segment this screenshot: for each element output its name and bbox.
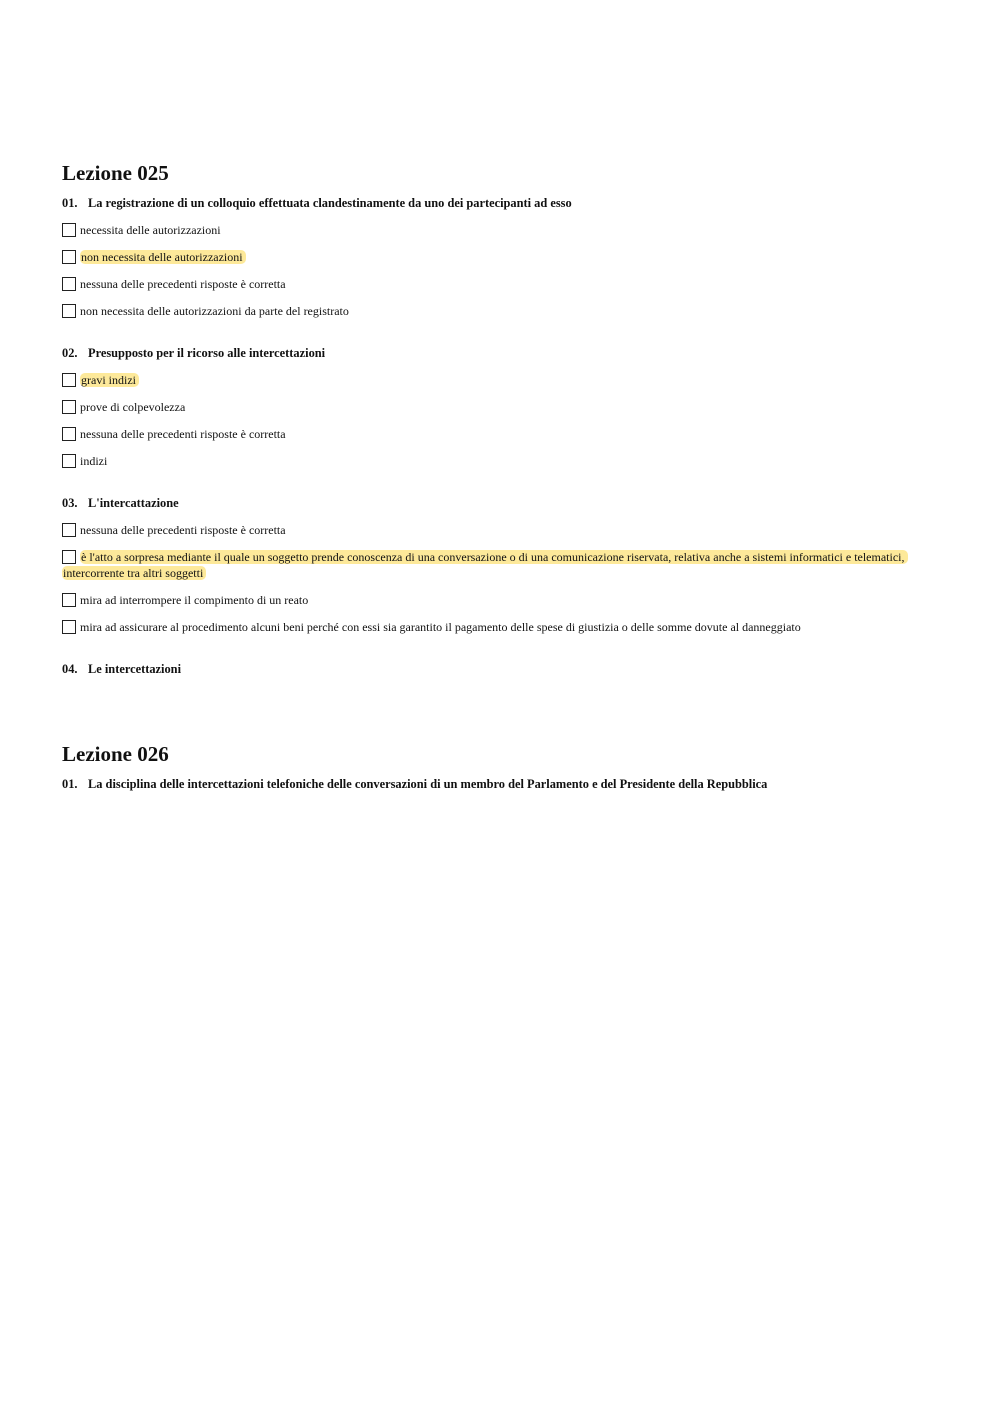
question-text: La disciplina delle intercettazioni telefoniche delle conversazioni di un membro del Parlamento e del Presidente della Repubblica	[88, 777, 768, 791]
checkbox[interactable]	[62, 373, 76, 387]
checkbox[interactable]	[62, 593, 76, 607]
answer-option[interactable]	[62, 522, 942, 538]
answer-option[interactable]	[62, 453, 942, 469]
option-text-highlighted: gravi indizi	[80, 373, 139, 387]
answer-option[interactable]	[62, 619, 942, 635]
question-number: 01.	[62, 777, 78, 791]
answer-option[interactable]	[62, 372, 942, 388]
question-text: La registrazione di un colloquio effettuata clandestinamente da uno dei partecipanti ad esso	[88, 196, 572, 210]
checkbox[interactable]	[62, 620, 76, 634]
checkbox[interactable]	[62, 454, 76, 468]
option-text: indizi	[80, 454, 108, 468]
question	[62, 661, 942, 677]
option-text: nessuna delle precedenti risposte è corretta	[80, 427, 286, 441]
answer-option[interactable]	[62, 249, 942, 265]
answer-option[interactable]	[62, 549, 942, 581]
lesson-title: Lezione 025	[62, 161, 169, 185]
question-text: Presupposto per il ricorso alle intercettazioni	[88, 346, 326, 360]
question-number: 04.	[62, 662, 78, 676]
checkbox[interactable]	[62, 427, 76, 441]
checkbox[interactable]	[62, 277, 76, 291]
question-number: 02.	[62, 346, 78, 360]
question	[62, 195, 942, 211]
question-text: L'intercattazione	[88, 496, 179, 510]
question	[62, 495, 942, 511]
option-text: nessuna delle precedenti risposte è corretta	[80, 523, 286, 537]
option-text: mira ad assicurare al procedimento alcuni beni perché con essi sia garantito il pagamento delle spese di giustizia o delle somme dovute al danneggiato	[80, 620, 801, 634]
checkbox[interactable]	[62, 523, 76, 537]
option-text: mira ad interrompere il compimento di un reato	[80, 593, 309, 607]
checkbox[interactable]	[62, 400, 76, 414]
option-text: necessita delle autorizzazioni	[80, 223, 221, 237]
checkbox[interactable]	[62, 250, 76, 264]
answer-option[interactable]	[62, 222, 942, 238]
answer-option[interactable]	[62, 399, 942, 415]
lesson-title: Lezione 026	[62, 742, 169, 766]
option-text: prove di colpevolezza	[80, 400, 186, 414]
option-text-highlighted: non necessita delle autorizzazioni	[80, 250, 246, 264]
option-text-highlighted: è l'atto a sorpresa mediante il quale un soggetto prende conoscenza di una conversazione o di una comunicazione riservata, relativa anche a sistemi informatici e telematici, intercorrente tra altri soggetti	[62, 550, 908, 580]
document-page	[62, 160, 942, 792]
checkbox[interactable]	[62, 550, 76, 564]
checkbox[interactable]	[62, 304, 76, 318]
question	[62, 776, 942, 792]
answer-option[interactable]	[62, 426, 942, 442]
option-text: nessuna delle precedenti risposte è corretta	[80, 277, 286, 291]
question	[62, 345, 942, 361]
answer-option[interactable]	[62, 592, 942, 608]
question-number: 03.	[62, 496, 78, 510]
question-number: 01.	[62, 196, 78, 210]
option-text: non necessita delle autorizzazioni da parte del registrato	[80, 304, 349, 318]
question-text: Le intercettazioni	[88, 662, 182, 676]
answer-option[interactable]	[62, 303, 942, 319]
checkbox[interactable]	[62, 223, 76, 237]
answer-option[interactable]	[62, 276, 942, 292]
